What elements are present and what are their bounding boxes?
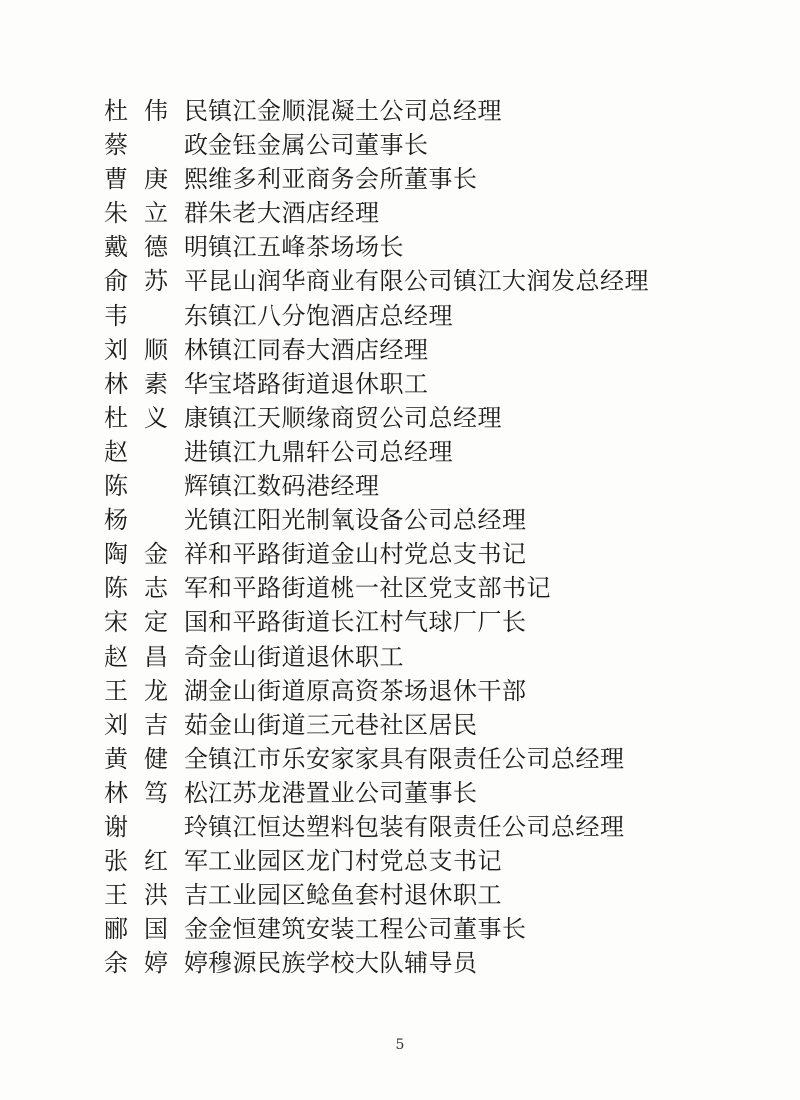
list-item — [104, 844, 724, 878]
person-title: 金山街道原高资茶场退休干部 — [208, 676, 527, 705]
list-item — [104, 503, 724, 537]
person-title: 金山街道三元巷社区居民 — [208, 710, 478, 739]
person-name: 杨 光 — [104, 506, 208, 535]
person-name: 杜伟民 — [104, 97, 208, 125]
person-name: 陈 辉 — [104, 472, 208, 501]
person-name: 张红军 — [104, 847, 208, 876]
list-item — [104, 264, 724, 298]
list-item — [104, 230, 724, 264]
person-title: 镇江八分饱酒店总经理 — [208, 301, 453, 330]
list-item — [104, 162, 724, 196]
person-name: 俞苏平 — [104, 267, 208, 296]
person-title: 江苏龙港置业公司董事长 — [208, 778, 478, 807]
list-item — [104, 640, 724, 674]
person-name: 林笃松 — [104, 778, 208, 807]
person-title: 镇江同春大酒店经理 — [208, 335, 429, 364]
list-item — [104, 435, 724, 469]
person-name: 蔡 政 — [104, 131, 208, 160]
list-item — [104, 810, 724, 844]
page-number: 5 — [395, 1037, 405, 1053]
person-title: 镇江五峰茶场场长 — [208, 233, 404, 262]
person-title: 朱老大酒店经理 — [208, 199, 380, 228]
person-name: 戴德明 — [104, 233, 208, 262]
person-title: 和平路街道桃一社区党支部书记 — [208, 574, 551, 603]
list-item — [104, 537, 724, 571]
person-name: 刘顺林 — [104, 335, 208, 364]
person-name: 林素华 — [104, 369, 208, 398]
person-title: 工业园区龙门村党总支书记 — [208, 847, 502, 876]
list-item — [104, 333, 724, 367]
person-name: 朱立群 — [104, 199, 208, 228]
person-name: 黄健全 — [104, 744, 208, 773]
person-name: 谢 玲 — [104, 812, 208, 841]
list-item — [104, 367, 724, 401]
person-name: 曹庚熙 — [104, 165, 208, 194]
list-item — [104, 605, 724, 639]
list-item — [104, 776, 724, 810]
list-item — [104, 742, 724, 776]
person-title: 镇江九鼎轩公司总经理 — [208, 437, 453, 466]
name-list — [104, 94, 724, 980]
person-name: 余婷婷 — [104, 949, 208, 978]
person-title: 镇江天顺缘商贸公司总经理 — [208, 403, 502, 432]
list-item — [104, 128, 724, 162]
list-item — [104, 571, 724, 605]
person-title: 金山街道退休职工 — [208, 642, 404, 671]
person-title: 和平路街道金山村党总支书记 — [208, 540, 527, 569]
list-item — [104, 878, 724, 912]
person-name: 韦 东 — [104, 301, 208, 330]
person-name: 赵 进 — [104, 437, 208, 466]
person-name: 郦国金 — [104, 915, 208, 944]
person-name: 陶金祥 — [104, 540, 208, 569]
list-item — [104, 708, 724, 742]
person-title: 和平路街道长江村气球厂厂长 — [208, 608, 527, 637]
person-title: 金钰金属公司董事长 — [208, 131, 429, 160]
list-item — [104, 299, 724, 333]
person-name: 王洪吉 — [104, 881, 208, 910]
person-name: 宋定国 — [104, 608, 208, 637]
person-name: 杜义康 — [104, 403, 208, 432]
person-title: 金恒建筑安装工程公司董事长 — [208, 915, 527, 944]
person-name: 赵昌奇 — [104, 642, 208, 671]
person-title: 镇江恒达塑料包装有限责任公司总经理 — [208, 812, 625, 841]
list-item — [104, 94, 724, 128]
person-title: 镇江市乐安家家具有限责任公司总经理 — [208, 744, 625, 773]
person-name: 陈志军 — [104, 574, 208, 603]
list-item — [104, 912, 724, 946]
person-title: 宝塔路街道退休职工 — [208, 369, 429, 398]
list-item — [104, 674, 724, 708]
person-title: 昆山润华商业有限公司镇江大润发总经理 — [208, 267, 649, 296]
person-name: 王龙湖 — [104, 676, 208, 705]
list-item — [104, 401, 724, 435]
list-item — [104, 196, 724, 230]
list-item — [104, 946, 724, 980]
person-title: 镇江阳光制氧设备公司总经理 — [208, 506, 527, 535]
person-title: 镇江金顺混凝土公司总经理 — [208, 97, 502, 125]
person-title: 镇江数码港经理 — [208, 472, 380, 501]
list-item — [104, 469, 724, 503]
person-title: 维多利亚商务会所董事长 — [208, 165, 478, 194]
person-title: 穆源民族学校大队辅导员 — [208, 949, 478, 978]
person-title: 工业园区鲶鱼套村退休职工 — [208, 881, 502, 910]
person-name: 刘吉茹 — [104, 710, 208, 739]
